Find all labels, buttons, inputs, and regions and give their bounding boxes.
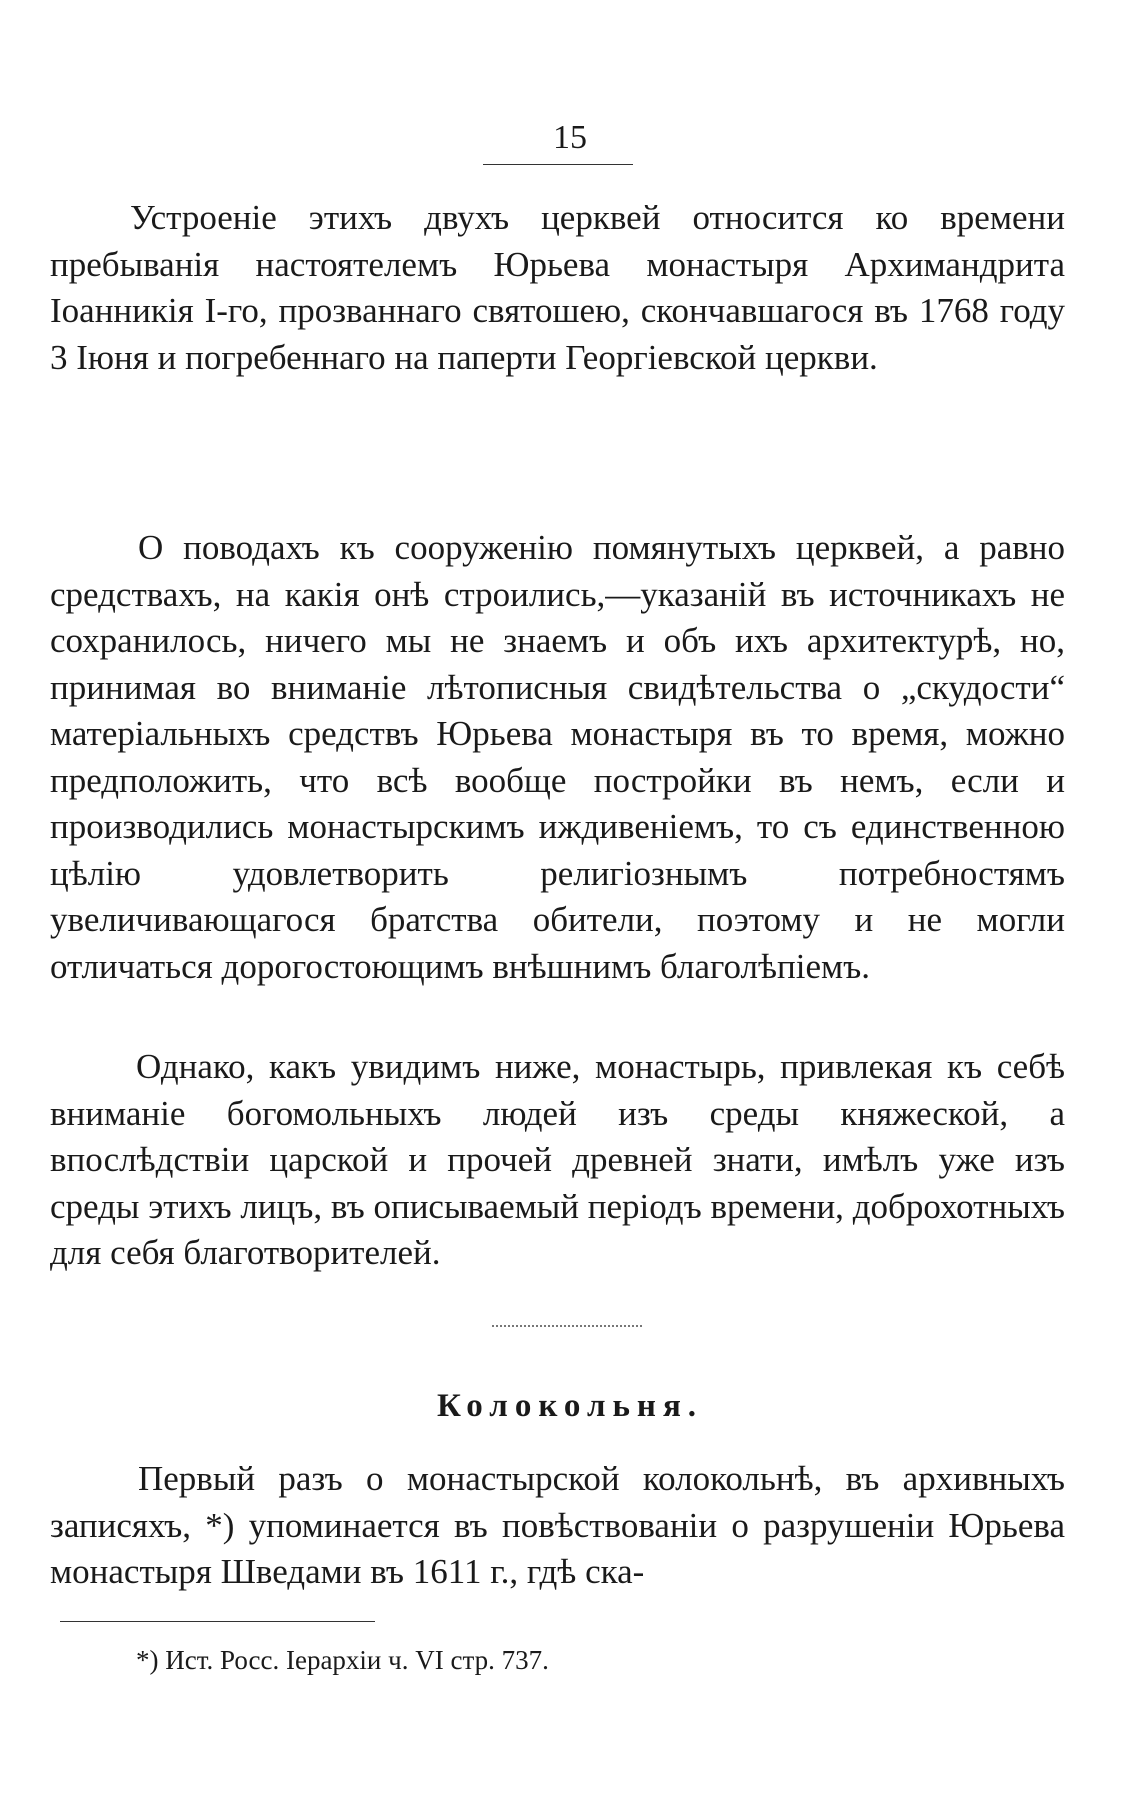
page-number-rule [483,164,633,165]
section-title: Колокольня. [436,1388,704,1424]
page-number: 15 [553,119,587,156]
paragraph-reasons: О поводахъ къ сооруженію помянутыхъ церквей, а равно средствахъ, на какія онѣ строились,—указаній въ источникахъ не сохранилось, ничего мы не знаемъ и объ ихъ архитектурѣ, но, принимая во вниманіе лѣтописныя свидѣтельства о „скудости“ матеріальныхъ средствъ Юрьева монастыря въ то время, можно предположить, что всѣ вообще постройки въ немъ, если и производились монастырскимъ иждивеніемъ, то съ единственною цѣлію удовлетворить религіознымъ потребностямъ увеличивающагося братства обители, поэтому и не могли отличаться дорогостоющимъ внѣшнимъ благолѣпіемъ. [50,528,1065,986]
section-divider [492,1325,642,1327]
paragraph-benefactors: Однако, какъ увидимъ ниже, монастырь, привлекая къ себѣ вниманіе богомольныхъ людей изъ среды княжеской, а впослѣдствіи царской и прочей древней знати, имѣлъ уже изъ среды этихъ лицъ, въ описываемый періодъ времени, доброхотныхъ для себя благотворителей. [50,1047,1065,1272]
footnote-rule [60,1621,375,1622]
paragraph-construction: Устроеніе этихъ двухъ церквей относится ко времени пребыванія настоятелемъ Юрьева монастыря Архимандрита Іоанникія І-го, прозваннаго святошею, скончавшагося въ 1768 году 3 Іюня и погребеннаго на паперти Георгіевской церкви. [50,198,1065,377]
paragraph-bell-tower: Первый разъ о монастырской колокольнѣ, въ архивныхъ записяхъ, *) упоминается въ повѣствованіи о разрушеніи Юрьева монастыря Шведами въ 1611 г., гдѣ ска- [50,1459,1065,1591]
footnote: *) Ист. Росс. Іерархіи ч. VI стр. 737. [136,1645,549,1675]
